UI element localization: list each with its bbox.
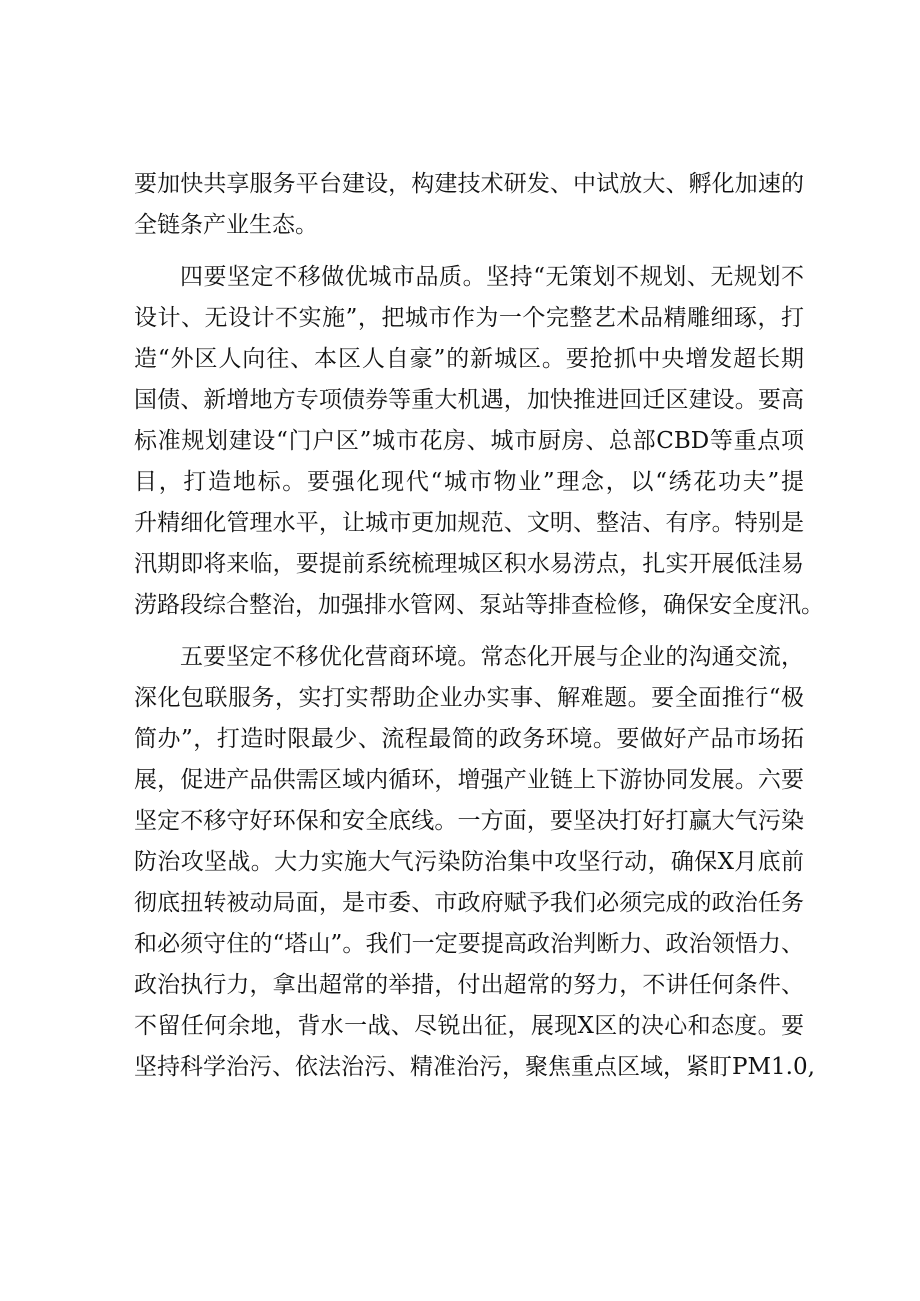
paragraph-2-line-8: 汛期即将来临，要提前系统梳理城区积水易涝点，扎实开展低洼易 [134,551,804,577]
paragraph-3-line-8: 和必须守住的“塔山”。我们一定要提高政治判断力、政治领悟力、 [134,931,804,957]
paragraph-2-line-9: 涝路段综合整治，加强排水管网、泵站等排查检修，确保安全度汛。 [134,592,824,618]
paragraph-3-line-2: 深化包联服务，实打实帮助企业办实事、解难题。要全面推行“极 [134,685,804,711]
paragraph-2-line-5: 标准规划建设“门户区”城市花房、城市厨房、总部CBD等重点项 [134,428,804,454]
paragraph-2-line-7: 升精细化管理水平，让城市更加规范、文明、整洁、有序。特别是 [134,510,804,536]
paragraph-2-line-3: 造“外区人向往、本区人自豪”的新城区。要抢抓中央增发超长期 [134,346,804,372]
paragraph-1-line-2: 全链条产业生态。 [134,212,318,238]
paragraph-3-line-5: 坚定不移守好环保和安全底线。一方面，要坚决打好打赢大气污染 [134,808,804,834]
paragraph-2-line-1: 四要坚定不移做优城市品质。坚持“无策划不规划、无规划不 [180,264,804,290]
paragraph-3-line-11: 坚持科学治污、依法治污、精准治污，聚焦重点区域，紧盯PM1.0, [134,1054,815,1080]
paragraph-3-line-1: 五要坚定不移优化营商环境。常态化开展与企业的沟通交流， [180,644,804,670]
paragraph-3-line-7: 彻底扭转被动局面，是市委、市政府赋予我们必须完成的政治任务 [134,890,804,916]
paragraph-3-line-10: 不留任何余地，背水一战、尽锐出征，展现X区的决心和态度。要 [134,1013,804,1039]
paragraph-2-line-2: 设计、无设计不实施”，把城市作为一个完整艺术品精雕细琢，打 [134,305,804,331]
paragraph-3-line-6: 防治攻坚战。大力实施大气污染防治集中攻坚行动，确保X月底前 [134,849,804,875]
paragraph-2-line-6: 目，打造地标。要强化现代“城市物业”理念，以“绣花功夫”提 [134,469,804,495]
paragraph-3-line-9: 政治执行力，拿出超常的举措，付出超常的努力，不讲任何条件、 [134,972,804,998]
paragraph-3-line-4: 展，促进产品供需区域内循环，增强产业链上下游协同发展。六要 [134,767,804,793]
paragraph-3-line-3: 简办”，打造时限最少、流程最简的政务环境。要做好产品市场拓 [134,726,804,752]
paragraph-1-line-1: 要加快共享服务平台建设，构建技术研发、中试放大、孵化加速的 [134,171,804,197]
paragraph-2-line-4: 国债、新增地方专项债券等重大机遇，加快推进回迁区建设。要高 [134,387,804,413]
